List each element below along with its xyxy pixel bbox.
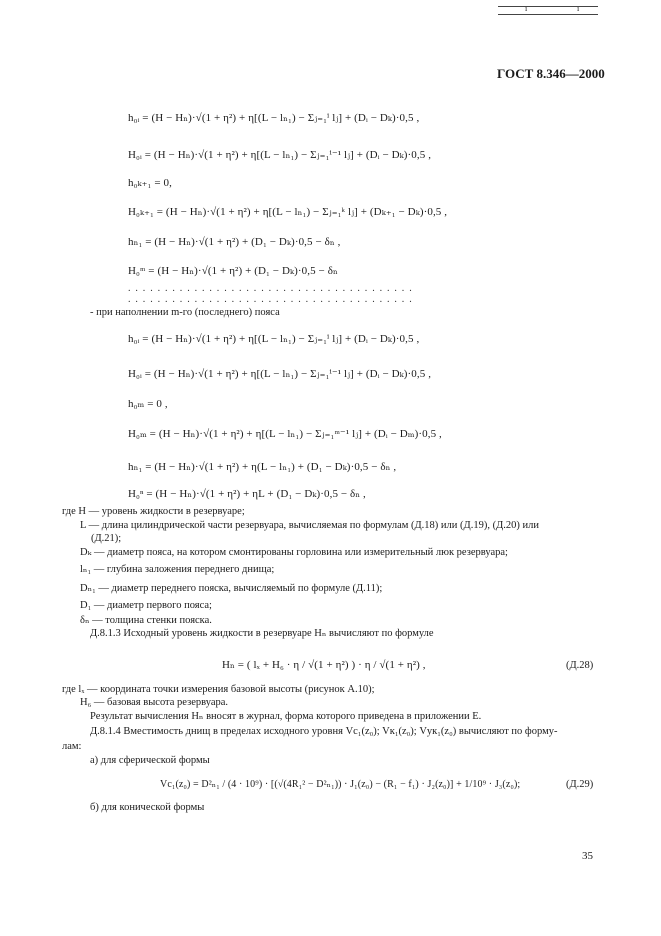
def-Hb: H₆ — базовая высота резервуара. xyxy=(80,697,229,708)
def-H: где H — уровень жидкости в резервуаре; xyxy=(62,506,245,517)
formula-hn1-last: hₙ₁ = (H − Hₙ)·√(1 + η²) + η(L − lₙ₁) + (D₁ − Dₖ)·0,5 − δₙ , xyxy=(128,461,397,473)
stamp-line-top xyxy=(498,6,598,7)
def-Dn1: Dₙ₁ — диаметр переднего пояска, вычисляемый по формуле (Д.11); xyxy=(80,583,383,594)
formula-d29: Vc₁(z₀) = D²ₙ₁ / (4 · 10⁹) · [(√(4R₁² − D²ₙ₁)) · J₁(z₀) − (R₁ − f₁) · J₂(z₀)] + 1/10⁹ · J₃(z₀); xyxy=(160,779,521,790)
dots-line-2: . . . . . . . . . . . . . . . . . . . . . . . . . . . . . . . . . . . . . . . xyxy=(128,294,413,305)
formula-H0m-last: H₀ₘ = (H − Hₙ)·√(1 + η²) + η[(L − lₙ₁) − Σⱼ₌₁ᵐ⁻¹ lⱼ] + (Dᵢ − Dₘ)·0,5 , xyxy=(128,428,442,440)
item-a-spherical: а) для сферической формы xyxy=(90,755,210,766)
def-L: L — длина цилиндрической части резервуара, вычисляемая по формулам (Д.18) или (Д.19), (Д.20) или xyxy=(80,520,539,531)
stamp-mark-2: ı xyxy=(577,4,580,13)
formula-H0i: H₀ᵢ = (H − Hₙ)·√(1 + η²) + η[(L − lₙ₁) − Σⱼ₌₁ⁱ⁻¹ lⱼ] + (Dᵢ − Dₖ)·0,5 , xyxy=(128,149,432,161)
def-D1: D₁ — диаметр первого пояса; xyxy=(80,600,212,611)
formula-H0k1: H₀ₖ₊₁ = (H − Hₙ)·√(1 + η²) + η[(L − lₙ₁) − Σⱼ₌₁ᵏ lⱼ] + (Dₖ₊₁ − Dₖ)·0,5 , xyxy=(128,206,448,218)
def-Dk: Dₖ — диаметр пояса, на котором смонтированы горловина или измерительный люк резервуара; xyxy=(80,547,508,558)
page-number: 35 xyxy=(582,850,593,862)
intro-last-belt: - при наполнении m-го (последнего) пояса xyxy=(90,307,280,318)
formula-h0i: h₀ᵢ = (H − Hₙ)·√(1 + η²) + η[(L − lₙ₁) − Σⱼ₌₁ⁱ lⱼ] + (Dᵢ − Dₖ)·0,5 , xyxy=(128,112,420,124)
formula-H0n-last: H₀ⁿ = (H − Hₙ)·√(1 + η²) + ηL + (D₁ − Dₖ)·0,5 − δₙ , xyxy=(128,488,366,500)
formula-d28-number: (Д.28) xyxy=(566,660,594,671)
formula-h0i-last: h₀ᵢ = (H − Hₙ)·√(1 + η²) + η[(L − lₙ₁) − Σⱼ₌₁ⁱ lⱼ] + (Dᵢ − Dₖ)·0,5 , xyxy=(128,333,420,345)
stamp-line-bottom xyxy=(498,14,598,15)
stamp-mark: ı xyxy=(525,4,528,13)
def-L-cont: (Д.21); xyxy=(91,533,122,544)
para-result: Результат вычисления Hₙ вносят в журнал, форма которого приведена в приложении Е. xyxy=(90,711,482,722)
formula-h0k1: h₀ₖ₊₁ = 0, xyxy=(128,177,172,189)
def-delta: δₙ — толщина стенки пояска. xyxy=(80,615,212,626)
formula-H0m: H₀ᵐ = (H − Hₙ)·√(1 + η²) + (D₁ − Dₖ)·0,5 − δₙ xyxy=(128,265,338,277)
formula-d29-number: (Д.29) xyxy=(566,779,594,790)
def-ln1: lₙ₁ — глубина заложения переднего днища; xyxy=(80,564,275,575)
formula-d28: Hₙ = ( lₓ + H₆ · η / √(1 + η²) ) · η / √(1 + η²) , xyxy=(222,659,426,671)
formula-h0m: h₀ₘ = 0 , xyxy=(128,398,168,410)
document-code: ГОСТ 8.346—2000 xyxy=(497,66,605,81)
item-b-conical: б) для конической формы xyxy=(90,802,205,813)
dots-line-1: . . . . . . . . . . . . . . . . . . . . . . . . . . . . . . . . . . . . . . . xyxy=(128,283,413,294)
def-lx: где lₓ — координата точки измерения базовой высоты (рисунок А.10); xyxy=(62,684,375,695)
formula-hn1: hₙ₁ = (H − Hₙ)·√(1 + η²) + (D₁ − Dₖ)·0,5 − δₙ , xyxy=(128,236,341,248)
para-d814: Д.8.1.4 Вместимость днищ в пределах исходного уровня Vc₁(z₀); Vк₁(z₀); Vук₁(z₀) вычисляют по форму- xyxy=(90,726,558,737)
formula-H0i-last: H₀ᵢ = (H − Hₙ)·√(1 + η²) + η[(L − lₙ₁) − Σⱼ₌₁ⁱ⁻¹ lⱼ] + (Dᵢ − Dₖ)·0,5 , xyxy=(128,368,432,380)
para-d814-cont: лам: xyxy=(62,741,82,752)
para-d813: Д.8.1.3 Исходный уровень жидкости в резервуаре Hₙ вычисляют по формуле xyxy=(90,628,434,639)
